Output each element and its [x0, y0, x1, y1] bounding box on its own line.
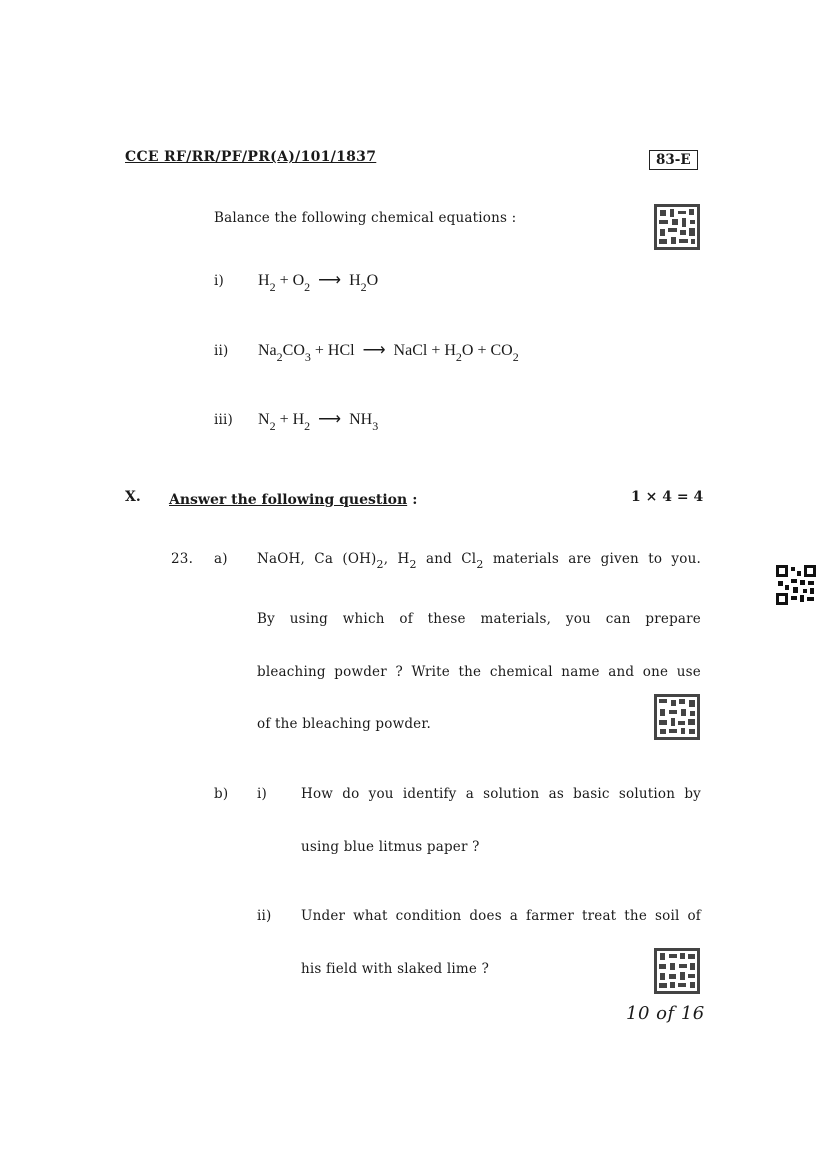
section-number: X.	[125, 489, 141, 505]
sub-part-label: i)	[257, 786, 267, 802]
part-b-ii-line-2: his field with slaked lime ?	[301, 961, 490, 977]
qr-code-icon	[776, 565, 816, 605]
part-label: a)	[214, 551, 228, 567]
section-heading: Answer the following question :	[169, 492, 418, 508]
qr-code-icon	[654, 694, 700, 740]
part-b-i-line-2: using blue litmus paper ?	[301, 839, 480, 855]
question-intro: Balance the following chemical equations :	[214, 210, 517, 226]
part-b-i-line-1: How do you identify a solution as basic solution by	[301, 786, 701, 802]
part-a-line-1: NaOH, Ca $(OH)_2$, $H_2$ and $Cl_2$ materials are given to you.	[257, 551, 701, 571]
part-label: b)	[214, 786, 229, 802]
equation-2: $Na_2CO_3$ + HCl ⟶ NaCl + $H_2O + CO_2$	[258, 342, 519, 364]
paper-code-box: 83-E	[649, 150, 698, 170]
item-label: iii)	[214, 412, 234, 428]
page-number: 10 of 16	[626, 1003, 705, 1024]
arrow-icon: ⟶	[362, 342, 386, 359]
equation-3: $N_2 + H_2$ ⟶ $NH_3$	[258, 411, 379, 433]
equation-1: $H_2 + O_2$ ⟶ $H_2O$	[258, 272, 379, 294]
sub-part-label: ii)	[257, 908, 272, 924]
part-a-line-3: bleaching powder ? Write the chemical name and one use	[257, 664, 701, 680]
part-a-line-4: of the bleaching powder.	[257, 716, 432, 732]
arrow-icon: ⟶	[318, 411, 342, 428]
section-title: Answer the following question	[169, 492, 408, 508]
section-marks: 1 × 4 = 4	[631, 489, 704, 505]
qr-code-icon	[654, 948, 700, 994]
arrow-icon: ⟶	[318, 272, 342, 289]
qr-code-icon	[654, 204, 700, 250]
part-b-ii-line-1: Under what condition does a farmer treat the soil of	[301, 908, 701, 924]
part-a-line-2: By using which of these materials, you can prepare	[257, 611, 701, 627]
item-label: ii)	[214, 343, 229, 359]
question-number: 23.	[171, 551, 194, 567]
item-label: i)	[214, 273, 224, 289]
paper-code-header: CCE RF/RR/PF/PR(A)/101/1837	[125, 149, 377, 165]
